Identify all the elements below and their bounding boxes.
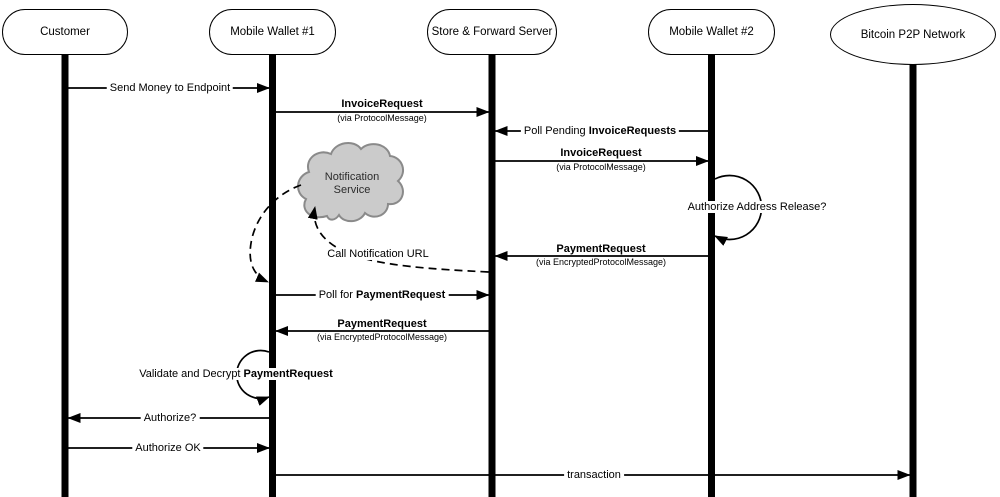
label-invoice-request-to-wallet2: InvoiceRequest [560,147,642,159]
actor-mobile-wallet-2-label: Mobile Wallet #2 [669,26,754,38]
label-authorize-ok: Authorize OK [132,442,203,454]
label-invoice-request-to-wallet2-sub: (via ProtocolMessage) [556,162,646,172]
actor-bitcoin-p2p-network-label: Bitcoin P2P Network [860,28,966,41]
actor-customer-label: Customer [40,26,90,38]
label-validate-and-decrypt: Validate and Decrypt PaymentRequest [136,368,336,380]
label-send-money: Send Money to Endpoint [107,82,233,94]
actor-mobile-wallet-1-label: Mobile Wallet #1 [230,26,315,38]
label-authorize-address-release: Authorize Address Release? [685,201,830,213]
label-poll-pending: Poll Pending InvoiceRequests [521,125,679,137]
actor-mobile-wallet-2 [648,9,775,55]
cloud-label-line1: Notification [324,171,380,183]
label-authorize-question: Authorize? [141,412,200,424]
label-transaction: transaction [564,469,624,481]
lifelines [65,53,913,497]
actor-store-forward-server [427,9,557,55]
label-invoice-request-to-server-sub: (via ProtocolMessage) [337,113,427,123]
actor-bitcoin-p2p-network [830,4,996,65]
actor-customer [2,9,128,55]
label-poll-for-payment: Poll for PaymentRequest [316,289,449,301]
label-payment-request-to-wallet1-sub: (via EncryptedProtocolMessage) [316,332,448,342]
label-call-notification-url: Call Notification URL [324,248,431,260]
label-payment-request-to-server: PaymentRequest [556,243,646,255]
actor-store-forward-server-label: Store & Forward Server [431,26,553,38]
label-payment-request-to-server-sub: (via EncryptedProtocolMessage) [535,257,667,267]
cloud-label-line2: Service [333,184,371,196]
label-invoice-request-to-server: InvoiceRequest [341,98,423,110]
label-payment-request-to-wallet1: PaymentRequest [337,318,427,330]
actor-mobile-wallet-1 [209,9,336,55]
